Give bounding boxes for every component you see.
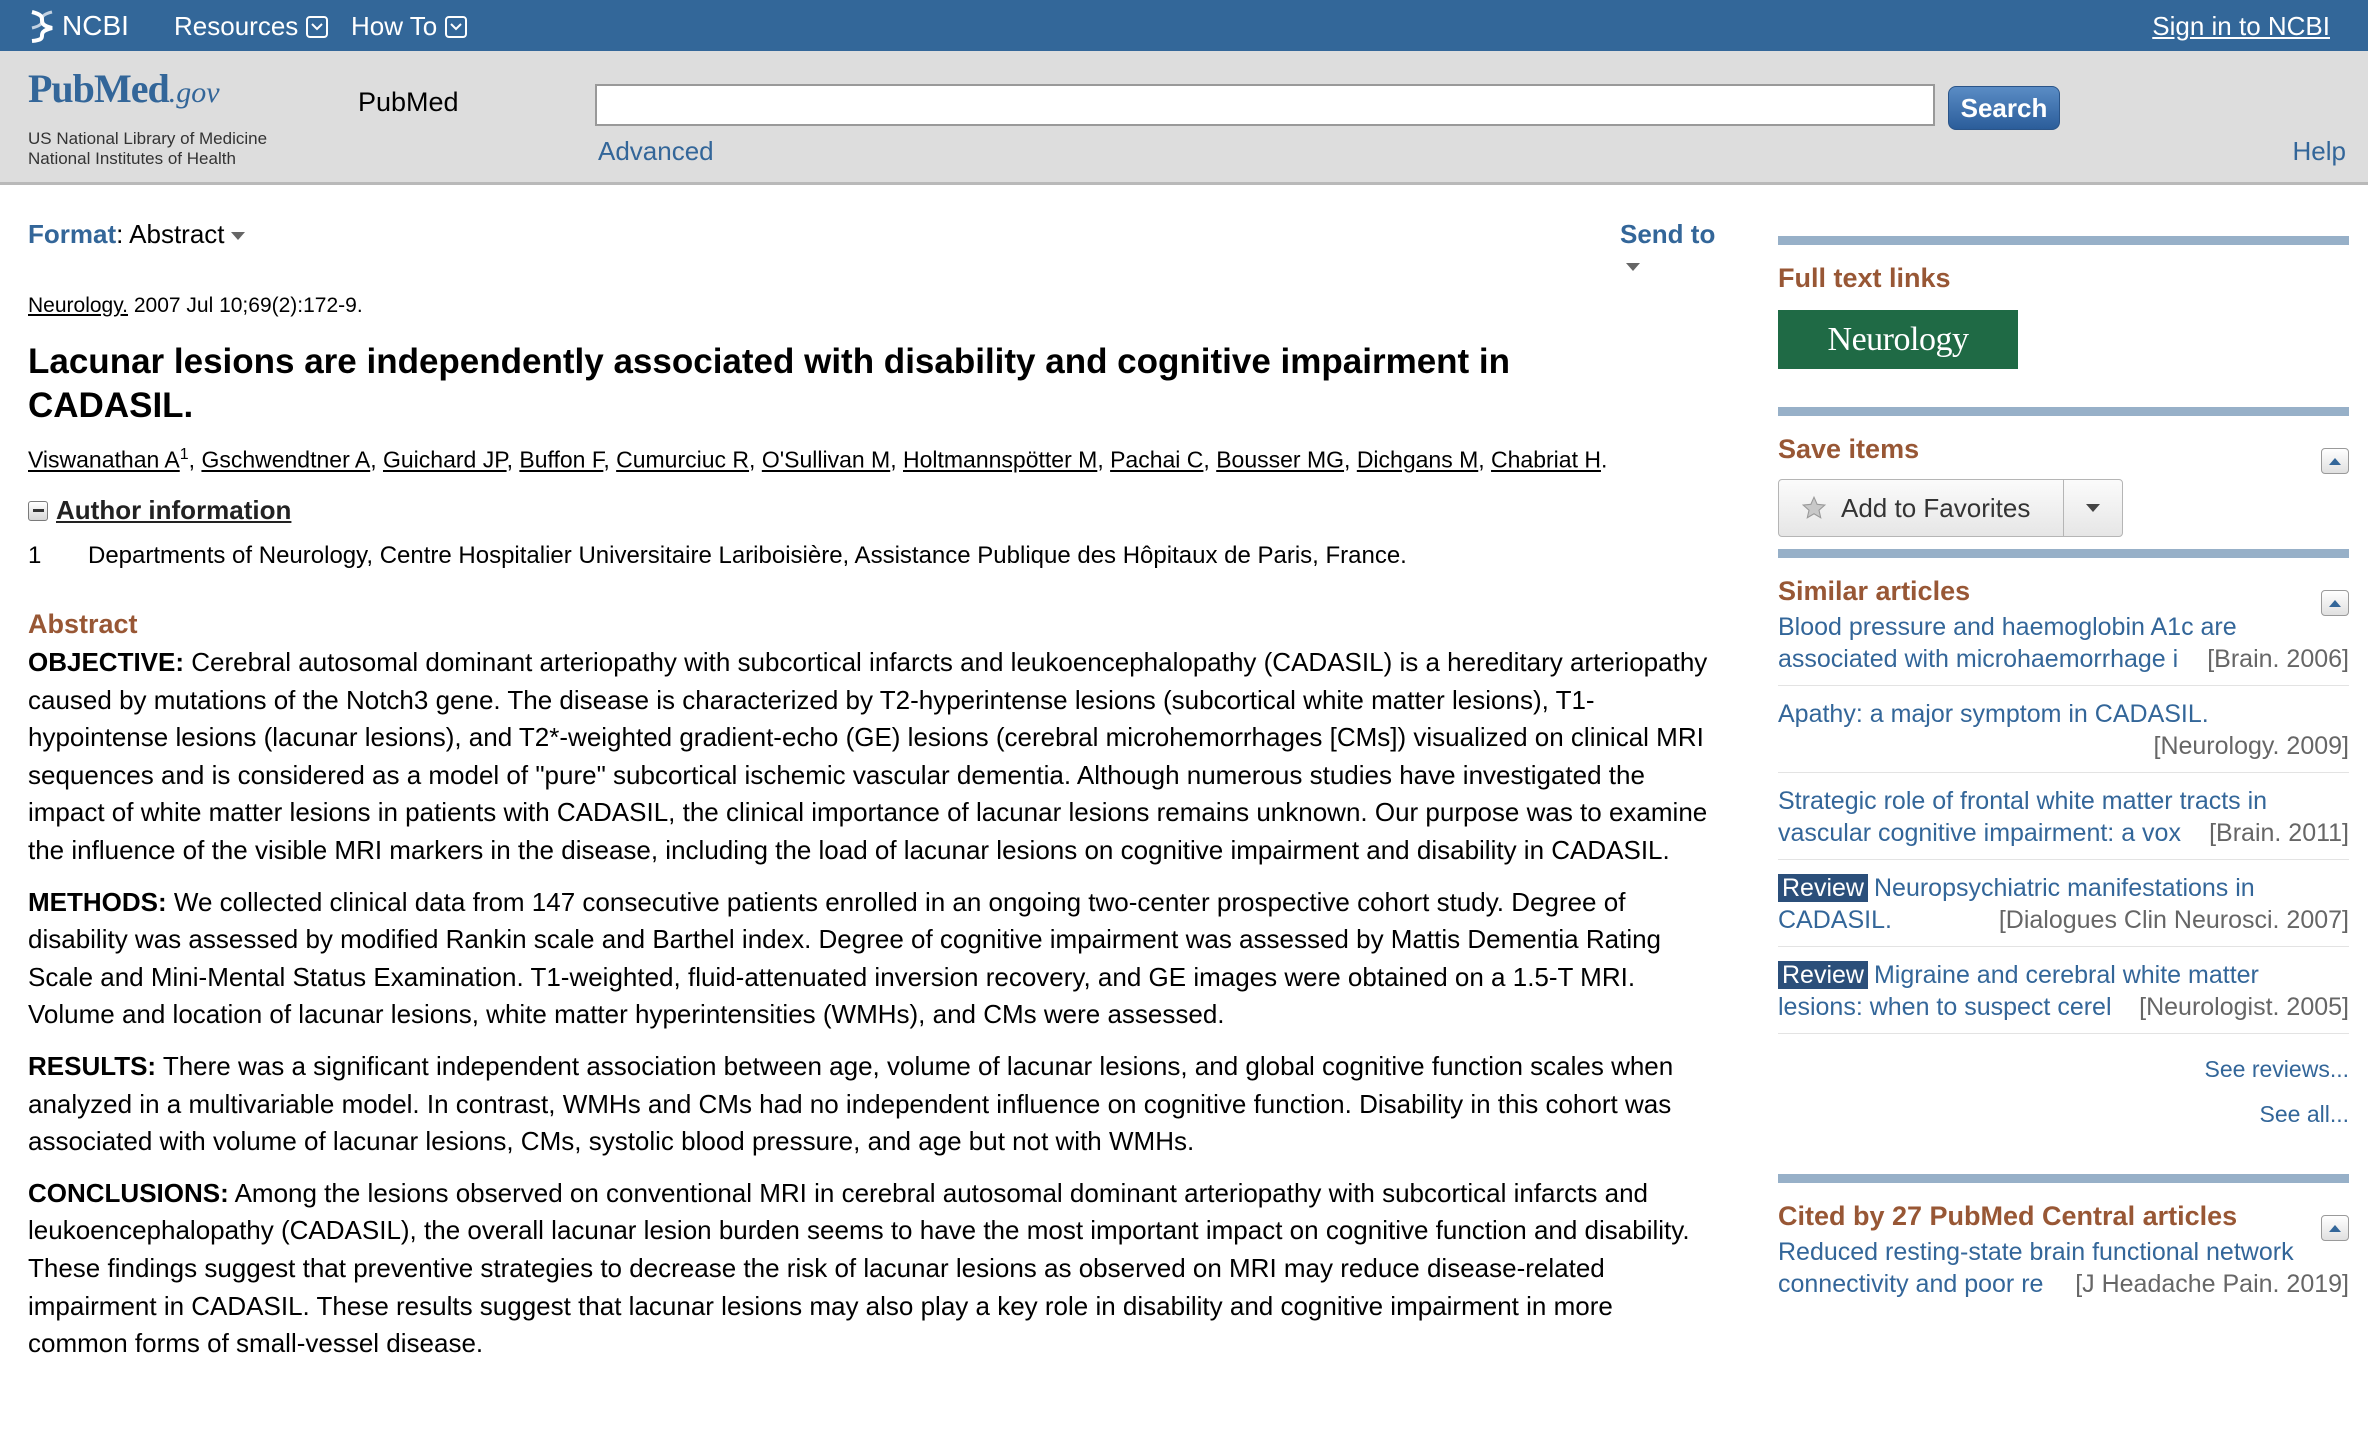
section-label: OBJECTIVE: — [28, 647, 185, 677]
ncbi-logo-text: NCBI — [62, 10, 129, 41]
nlm-org — [28, 129, 267, 169]
caret-down-icon — [231, 232, 245, 240]
format-label: Format — [28, 219, 117, 249]
author-link[interactable]: Cumurciuc R — [616, 446, 750, 473]
send-to-label: Send to — [1620, 219, 1716, 249]
abstract-body — [28, 644, 1718, 1377]
resources-label: Resources — [174, 11, 299, 41]
similar-article-item — [1778, 959, 2349, 1023]
item-divider — [1778, 772, 2349, 773]
abstract-section-methods — [28, 884, 1718, 1034]
similar-article-link[interactable]: Strategic role of frontal white matter tracts in — [1778, 787, 2268, 815]
author-link[interactable]: Pachai C — [1110, 446, 1204, 473]
section-text: Among the lesions observed on conventional MRI in cerebral autosomal dominant arteriopathy with subcortical infarcts and leukoencephalopathy (CADASIL), the overall lacunar lesion burden seems to have the most important impact on cognitive function and disability. These findings suggest that preventive strategies to decrease the risk of lacunar lesions as observed on MRI may reduce disease-related impairment in CADASIL. These results suggest that lacunar lesions may also play a key role in disability and cognitive impairment in more common forms of small-vessel disease. — [28, 1177, 1690, 1359]
section-divider-bar — [1778, 1174, 2349, 1183]
section-text: Cerebral autosomal dominant arteriopathy with subcortical infarcts and leukoencephalopathy (CADASIL) is a hereditary arteriopathy caused by mutations of the Notch3 gene. The disease is characterized by T2-hyperintense lesions (subcortical white matter lesions), T1-hypointense lesions (lacunar lesions), and T2*-weighted gradient-echo (GE) lesions (cerebral microhemorrhages [CMs]) visualized on clinical MRI sequences and is considered as a model of "pure" subcortical ischemic vascular dementia. Although numerous studies have investigated the impact of white matter lesions in patients with CADASIL, the clinical importance of lacunar lesions remains unknown. Our purpose was to examine the influence of the visible MRI markers in the disease, including the load of lacunar lesions on cognitive impairment and disability in CADASIL. — [28, 647, 1708, 865]
logo-pub: Pub — [28, 66, 94, 111]
ncbi-helix-icon — [28, 9, 56, 43]
item-divider — [1778, 859, 2349, 860]
similar-article-source: [Neurologist. 2005] — [2139, 993, 2349, 1021]
chevron-down-icon — [445, 16, 467, 38]
cited-by-section — [1778, 1201, 2349, 1232]
cited-article-link[interactable]: Reduced resting-state brain functional network — [1778, 1238, 2294, 1266]
similar-article-source: [Dialogues Clin Neurosci. 2007] — [1998, 906, 2349, 934]
similar-article-link[interactable]: Apathy: a major symptom in CADASIL. — [1778, 700, 2209, 728]
author-link[interactable]: Chabriat H — [1491, 446, 1601, 473]
affiliation — [28, 542, 1407, 570]
neurology-full-text-link[interactable]: Neurology — [1778, 310, 2018, 369]
author-link[interactable]: Guichard JP — [382, 446, 507, 473]
add-to-favorites-main[interactable] — [1779, 480, 2063, 536]
section-divider-bar — [1778, 236, 2349, 245]
cited-by-heading: Cited by 27 PubMed Central articles — [1778, 1201, 2238, 1231]
similar-article-link[interactable]: Migraine and cerebral white matter — [1873, 961, 2259, 989]
item-divider — [1778, 1033, 2349, 1034]
affiliation-text: Departments of Neurology, Centre Hospitalier Universitaire Lariboisière, Assistance Publique des Hôpitaux de Paris, France. — [88, 542, 1407, 569]
author-sup: 1 — [179, 446, 189, 463]
affiliation-number: 1 — [28, 542, 42, 569]
logo-gov: .gov — [168, 76, 220, 109]
author-link[interactable]: Gschwendtner A — [201, 446, 371, 473]
author-info-label: Author information — [56, 495, 292, 525]
cited-article-item — [1778, 1236, 2349, 1300]
similar-article-source: [Brain. 2006] — [2207, 645, 2349, 673]
ncbi-top-bar — [0, 0, 2368, 51]
collapse-up-icon[interactable] — [2321, 448, 2349, 474]
full-text-heading: Full text links — [1778, 263, 1951, 293]
resources-menu[interactable] — [174, 11, 328, 42]
howto-menu[interactable] — [351, 11, 467, 42]
ncbi-logo[interactable] — [28, 9, 129, 43]
section-label: RESULTS: — [28, 1050, 157, 1081]
pubmed-logo[interactable] — [28, 65, 220, 112]
review-badge: Review — [1778, 961, 1868, 989]
add-to-favorites-label: Add to Favorites — [1841, 492, 2031, 523]
org-line1: US National Library of Medicine — [28, 129, 268, 148]
similar-article-item — [1778, 872, 2349, 936]
abstract-section-conclusions — [28, 1175, 1718, 1363]
author-link[interactable]: Buffon F — [519, 446, 604, 473]
star-icon — [1801, 495, 1827, 521]
similar-articles-heading: Similar articles — [1778, 576, 1971, 606]
similar-article-link[interactable]: associated with microhaemorrhage i — [1778, 645, 2179, 673]
item-divider — [1778, 685, 2349, 686]
see-reviews-link[interactable]: See reviews... — [2204, 1056, 2349, 1082]
section-label: METHODS: — [28, 886, 167, 917]
abstract-section-results — [28, 1048, 1718, 1161]
similar-article-link[interactable]: vascular cognitive impairment: a vox — [1778, 819, 2181, 847]
author-link[interactable]: Bousser MG — [1216, 446, 1345, 473]
abstract-heading: Abstract — [28, 609, 138, 639]
add-to-favorites-button — [1778, 479, 2123, 537]
section-label: CONCLUSIONS: — [28, 1177, 229, 1208]
see-all-link[interactable]: See all... — [2259, 1101, 2349, 1127]
database-select[interactable]: PubMed — [358, 87, 459, 117]
org-line2: National Institutes of Health — [28, 149, 236, 168]
save-items-heading: Save items — [1778, 434, 1920, 464]
citation-details: 2007 Jul 10;69(2):172-9. — [133, 294, 363, 317]
save-items-section — [1778, 434, 2349, 465]
item-divider — [1778, 946, 2349, 947]
logo-med: Med — [93, 66, 169, 111]
similar-article-link[interactable]: Blood pressure and haemoglobin A1c are — [1778, 613, 2237, 641]
chevron-down-icon — [306, 16, 328, 38]
cited-article-link[interactable]: connectivity and poor re — [1778, 1270, 2044, 1298]
similar-article-link[interactable]: Neuropsychiatric manifestations in — [1873, 874, 2255, 902]
section-text: We collected clinical data from 147 consecutive patients enrolled in an ongoing two-center prospective cohort study. Degree of disability was assessed by modified Rankin scale and Barthel index. Degree of cognitive impairment was assessed by Mattis Dementia Rating Scale and Mini-Mental Status Examination. T1-weighted, fluid-attenuated inversion recovery, and GE images were obtained on a 1.5-T MRI. Volume and location of lacunar lesions, white matter hyperintensities (WMHs), and CMs were assessed. — [28, 886, 1662, 1030]
signin-link[interactable]: Sign in to NCBI — [2152, 11, 2330, 41]
author-link[interactable]: Dichgans M — [1356, 446, 1479, 473]
similar-article-link[interactable]: lesions: when to suspect cerel — [1778, 993, 2112, 1021]
format-selector[interactable]: Format: Abstract — [28, 219, 245, 250]
advanced-search-link[interactable]: Advanced — [598, 136, 714, 166]
howto-label: How To — [351, 11, 438, 41]
abstract-section-objective — [28, 644, 1718, 870]
author-link[interactable]: Holtmannspötter M — [903, 446, 1098, 473]
author-link[interactable]: Viswanathan A — [28, 446, 180, 473]
article-title: Lacunar lesions are independently associated with disability and cognitive impairment in CADASIL. — [28, 342, 1511, 425]
favorites-dropdown-toggle[interactable] — [2063, 480, 2122, 536]
review-badge: Review — [1778, 874, 1868, 902]
right-sidebar — [1778, 236, 2349, 1300]
section-text: There was a significant independent association between age, volume of lacunar lesions, and global cognitive function scales when analyzed in a multivariable model. In contrast, WMHs and CMs had no independent influence on cognitive function. Disability in this cohort was associated with volume of lacunar lesions, CMs, systolic blood pressure, and age but not with WMHs. — [28, 1050, 1674, 1157]
caret-down-icon — [1626, 263, 1640, 271]
pubmed-header — [0, 51, 2368, 185]
search-button[interactable]: Search — [1948, 86, 2060, 130]
send-to-menu[interactable] — [1620, 219, 1718, 281]
section-divider-bar — [1778, 549, 2349, 558]
journal-link[interactable]: Neurology. — [28, 294, 128, 317]
section-divider-bar — [1778, 407, 2349, 416]
citation — [28, 294, 363, 318]
author-link[interactable]: O'Sullivan M — [761, 446, 891, 473]
author-info-toggle[interactable] — [28, 495, 291, 526]
similar-article-source: [Brain. 2011] — [2209, 819, 2349, 847]
similar-article-item — [1778, 698, 2349, 762]
similar-article-item — [1778, 611, 2349, 675]
author-list: Viswanathan $A^1$, Gschwendtner A, Guichard JP, Buffon F, Cumurciuc R, O'Sullivan M, Holtmannspötter M, Pachai C, Bousser MG, Dichgans M, Chabriat H. — [28, 446, 1608, 473]
similar-articles-section — [1778, 576, 2349, 607]
cited-article-source: [J Headache Pain. 2019] — [2075, 1270, 2349, 1298]
format-value: Abstract — [129, 219, 225, 249]
similar-article-source: [Neurology. 2009] — [2153, 732, 2349, 760]
collapse-minus-icon — [28, 501, 48, 521]
similar-article-item — [1778, 785, 2349, 849]
search-input[interactable] — [595, 84, 1935, 126]
similar-article-link[interactable]: CADASIL. — [1778, 906, 1892, 934]
help-link[interactable]: Help — [2292, 136, 2346, 166]
